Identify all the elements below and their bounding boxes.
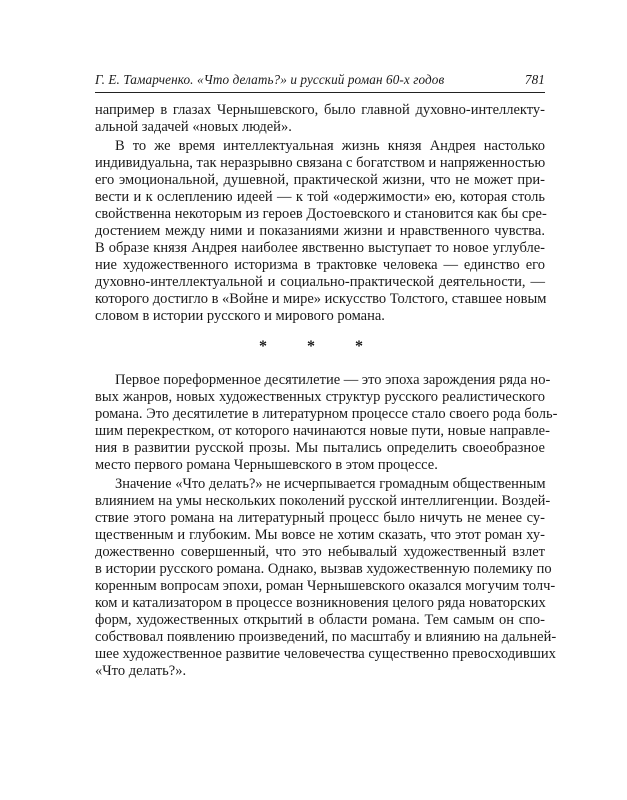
- text-line: альной задачей «новых людей».: [95, 119, 292, 135]
- text-line: место первого романа Чернышевского в этом процессе.: [95, 457, 438, 473]
- text-line: вести и к ослеплению идеей — к той «одержимости» ею, которая столь: [95, 189, 545, 205]
- text-line: духовно-интеллектуальной и социально-практической деятельности, —: [95, 274, 545, 290]
- text-line: например в глазах Чернышевского, было главной духовно-интеллекту-: [95, 102, 545, 118]
- text-line: шее художественное развитие человечества существенно превосходивших: [95, 646, 556, 662]
- running-title: Г. Е. Тамарченко. «Что делать?» и русский роман 60-х годов: [95, 72, 445, 87]
- text-line: «Что делать?».: [95, 663, 187, 679]
- text-line: которого достигло в «Войне и мире» искусство Толстого, ставшее новым: [95, 291, 547, 307]
- header-rule: [95, 92, 545, 93]
- text-line: словом в истории русского и мирового романа.: [95, 308, 385, 324]
- text-line: ние художественного историзма в трактовке человека — единство его: [95, 257, 545, 273]
- text-line: шим перекрестком, от которого начинаются новые пути, новые направле-: [95, 423, 550, 439]
- text-line: дожественно совершенный, что это небывалый художественный взлет: [95, 544, 545, 560]
- text-line: вых жанров, новых художественных структур русского реалистического: [95, 389, 545, 405]
- text-line: ком и катализатором в процессе возникновения целого ряда новаторских: [95, 595, 546, 611]
- page-number: 781: [524, 72, 545, 87]
- text-line: свойственна некоторым из героев Достоевского и становится как бы сре-: [95, 206, 547, 222]
- text-line: В образе князя Андрея наиболее явственно выступает то новое углубле-: [95, 240, 545, 256]
- text-line: форм, художественных открытий в области романа. Тем самым он спо-: [95, 612, 545, 628]
- running-header: [95, 72, 545, 88]
- text-line: Значение «Что делать?» не исчерпывается громадным общественным: [115, 476, 546, 492]
- text-line: коренным вопросам эпохи, роман Чернышевского оказался могучим толч-: [95, 578, 556, 594]
- text-line: Первое пореформенное десятилетие — это эпоха зарождения ряда но-: [115, 372, 551, 388]
- text-line: щественным и глубоким. Мы вовсе не хотим сказать, что этот роман ху-: [95, 527, 545, 543]
- text-line: ния в развитии русской прозы. Мы пытались определить своеобразное: [95, 440, 545, 456]
- text-line: романа. Это десятилетие в литературном процессе стало своего рода боль-: [95, 406, 558, 422]
- text-line: В то же время интеллектуальная жизнь князя Андрея настолько: [115, 138, 545, 154]
- text-line: ствие этого романа на литературный процесс было ничуть не менее су-: [95, 510, 545, 526]
- text-line: достением между ними и показаниями жизни и нравственного чувства.: [95, 223, 545, 239]
- text-line: влиянием на умы нескольких поколений русской интеллигенции. Воздей-: [95, 493, 551, 509]
- text-line: его эмоциональной, душевной, практической жизни, что не может при-: [95, 172, 545, 188]
- section-separator: * * *: [259, 338, 381, 355]
- text-line: индивидуальна, так неразрывно связана с богатством и напряженностью: [95, 155, 546, 171]
- text-line: собствовал появлению произведений, по масштабу и влиянию на дальней-: [95, 629, 557, 645]
- text-line: в истории русского романа. Однако, вызвав художественную полемику по: [95, 561, 552, 577]
